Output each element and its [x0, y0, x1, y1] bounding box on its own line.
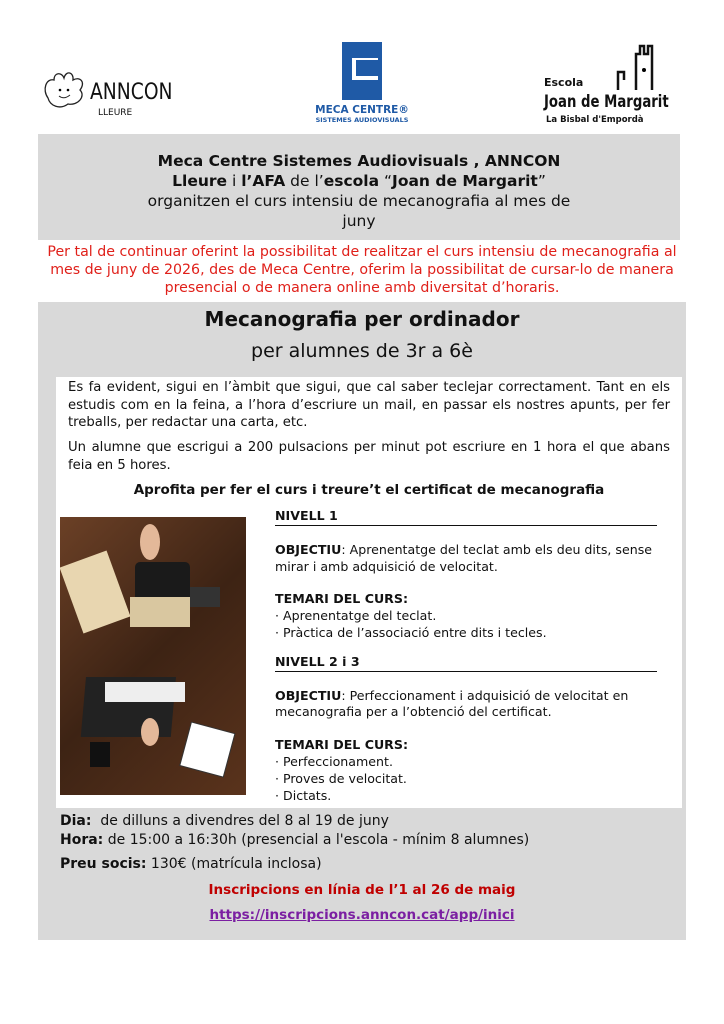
levels-column	[275, 508, 659, 804]
registration-link[interactable]: https://inscripcions.anncon.cat/app/inici	[209, 907, 515, 923]
school-logo: Escola Joan de Margarit La Bisbal d'Empordà	[544, 42, 656, 130]
meca-emblem-icon	[342, 42, 382, 100]
meca-centre-logo: MECA CENTRE® SISTEMES AUDIOVISUALS	[312, 42, 412, 127]
photo-illustration	[60, 517, 246, 795]
schedule-hour: Hora: de 15:00 a 16:30h (presencial a l'escola - mínim 8 alumnes)	[60, 832, 530, 848]
course-details: Es fa evident, sigui en l’àmbit que sigui, que cal saber teclejar correctament. Tant en els estudis com en la feina, a l’hora d’escriure un mail, en passar els nostres apunts, per fer treballs, per redactar una carta, etc. Un alumne que escrigui a 200 pulsacions per minut pot escriure en 1 hora el que abans feia en 5 hores. Aprofita per fer el curs i treure’t el certificat de mecanografia NIVELL 1 OBJECTIU: Aprenentatge del teclat amb els deu dits, sense mirar i amb adquisició de velocitat. TEMARI DEL CURS: · Aprenentatge del teclat. · Pràctica de l’associació entre dits i tecles. NIVELL 2 i 3 OBJECTIU: Perfeccionament i adquisició de velocitat en mecanografia per a l’obtenció del certificat. TEMARI DEL CURS: · Perfeccionament. · Proves de velocitat. · Dictats.	[56, 377, 682, 808]
registration-link-wrap	[38, 907, 686, 923]
hand-icon	[40, 68, 90, 110]
intro-text: Per tal de continuar oferint la possibilitat de realitzar el curs intensiu de mecanografia al mes de juny de 2026, des de Meca Centre, oferim la possibilitat de cursar-lo de manera presencial o de manera online amb diversitat d’horaris.	[47, 244, 677, 296]
organizers-header: Meca Centre Sistemes Audiovisuals , ANNCON Lleure i l’AFA de l’escola “Joan de Margarit” organitzen el curs intensiu de mecanografia al mes de juny	[38, 134, 680, 240]
castle-tower-icon	[616, 42, 656, 92]
registration-dates: Inscripcions en línia de l’1 al 26 de maig	[208, 882, 516, 898]
course-subtitle: per alumnes de 3r a 6è	[251, 340, 473, 362]
course-box	[38, 302, 686, 940]
typewriter-laptop-photo	[60, 517, 246, 795]
course-title: Mecanografia per ordinador	[204, 307, 520, 331]
organizers-line2: Lleure i l’AFA de l’escola “Joan de Margarit”	[172, 172, 546, 190]
anncon-logo: ANNCON LLEURE	[40, 68, 175, 123]
level-2-3: NIVELL 2 i 3 OBJECTIU: Perfeccionament i adquisició de velocitat en mecanografia per a l’obtenció del certificat. TEMARI DEL CURS: · Perfeccionament. · Proves de velocitat. · Dictats.	[275, 654, 659, 805]
level-1: NIVELL 1 OBJECTIU: Aprenentatge del teclat amb els deu dits, sense mirar i amb adquisició de velocitat. TEMARI DEL CURS: · Aprenentatge del teclat. · Pràctica de l’associació entre dits i tecles.	[275, 508, 659, 642]
price: Preu socis: 130€ (matrícula inclosa)	[60, 856, 322, 872]
schedule-day: Dia: de dilluns a divendres del 8 al 19 de juny	[60, 813, 389, 829]
